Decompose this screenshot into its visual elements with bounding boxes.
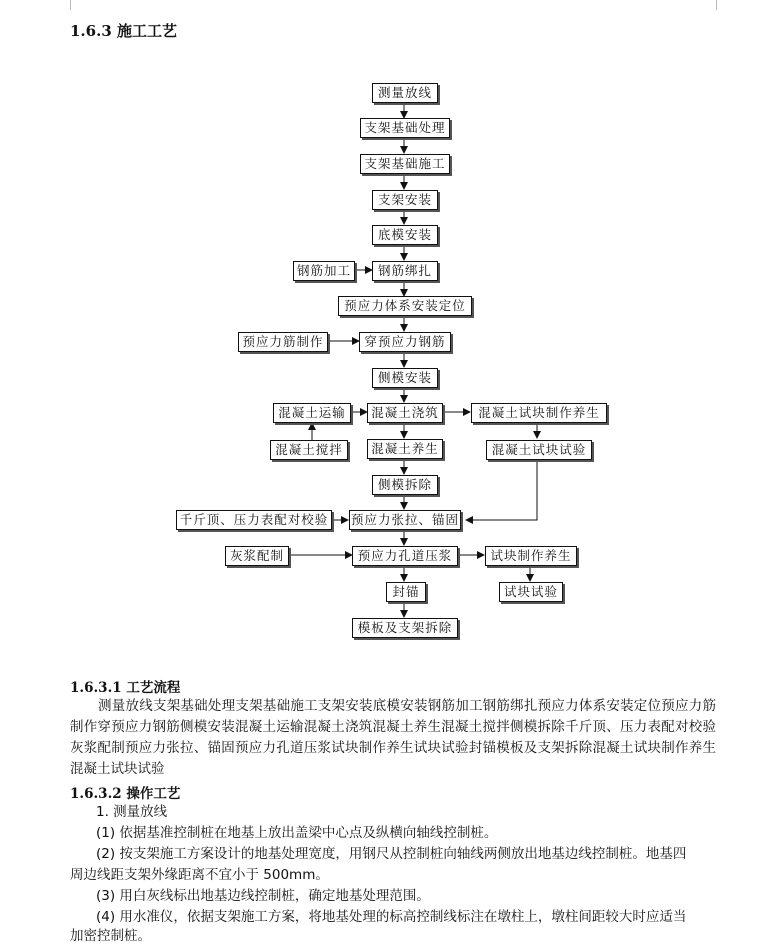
side-tendon-making: 预应力筋制作: [238, 332, 328, 352]
subsection-title-operation: 1.6.3.2 操作工艺: [70, 786, 181, 802]
step-tensioning-anchoring: 预应力张拉、锚固: [349, 510, 461, 530]
side-grout-mixing: 灰浆配制: [225, 546, 289, 566]
step-prestress-system-positioning: 预应力体系安装定位: [338, 296, 472, 316]
paragraph-1: (1) 依据基准控制桩在地基上放出盖梁中心点及纵横向轴线控制桩。: [96, 825, 498, 841]
step-concrete-curing: 混凝土养生: [367, 439, 443, 459]
side-concrete-transport: 混凝土运输: [273, 403, 351, 423]
step-duct-grouting: 预应力孔道压浆: [352, 546, 458, 566]
step-bottom-formwork: 底模安装: [372, 225, 438, 245]
step-survey-layout: 测量放线: [372, 83, 438, 103]
side-specimen-testing: 试块试验: [499, 582, 563, 602]
section-heading: 1.6.3 施工工艺: [70, 22, 177, 40]
step-support-installation: 支架安装: [372, 190, 438, 210]
step-threading-tendons: 穿预应力钢筋: [359, 332, 451, 352]
step-support-foundation-treatment: 支架基础处理: [360, 118, 450, 138]
side-cube-testing: 混凝土试块试验: [486, 440, 592, 460]
side-jack-calibration: 千斤顶、压力表配对校验: [176, 510, 332, 530]
process-flow-text: 测量放线支架基础处理支架基础施工支架安装底模安装钢筋加工钢筋绑扎预应力体系安装定位预应力筋制作穿预应力钢筋侧模安装混凝土运输混凝土浇筑混凝土养生混凝土搅拌侧模拆除千斤顶、压力表配对校验灰浆配制预应力张拉、锚固预应力孔道压浆试块制作养生试块试验封锚模板及支架拆除混凝土试块制作养生混凝土试块试验: [70, 698, 716, 777]
side-concrete-mixing: 混凝土搅拌: [270, 440, 348, 460]
subsection-title-process-flow: 1.6.3.1 工艺流程: [70, 680, 181, 696]
step-side-formwork: 侧模安装: [372, 368, 438, 388]
side-specimen-making-curing: 试块制作养生: [485, 546, 577, 566]
item-survey-layout: 1. 测量放线: [96, 804, 168, 820]
step-anchor-sealing: 封锚: [386, 582, 426, 602]
step-side-formwork-removal: 侧模拆除: [372, 475, 438, 495]
paragraph-4-line2: 加密控制桩。: [70, 928, 151, 944]
step-support-foundation-construction: 支架基础施工: [360, 154, 450, 174]
paragraph-2-line1: (2) 按支架施工方案设计的地基处理宽度，用钢尺从控制桩向轴线两侧放出地基边线控制桩。地基四: [96, 846, 687, 862]
step-rebar-tying: 钢筋绑扎: [372, 261, 438, 281]
step-concrete-pouring: 混凝土浇筑: [367, 403, 443, 423]
paragraph-3: (3) 用白灰线标出地基边线控制桩，确定地基处理范围。: [96, 888, 430, 904]
paragraph-4-line1: (4) 用水准仪，依据支架施工方案，将地基处理的标高控制线标注在墩柱上，墩柱间距较大时应适当: [96, 909, 687, 925]
step-formwork-support-removal: 模板及支架拆除: [352, 618, 458, 638]
side-rebar-processing: 钢筋加工: [293, 261, 355, 281]
side-cube-making-curing: 混凝土试块制作养生: [471, 403, 607, 423]
paragraph-2-line2: 周边线距支架外缘距离不宜小于 500mm。: [70, 867, 329, 883]
